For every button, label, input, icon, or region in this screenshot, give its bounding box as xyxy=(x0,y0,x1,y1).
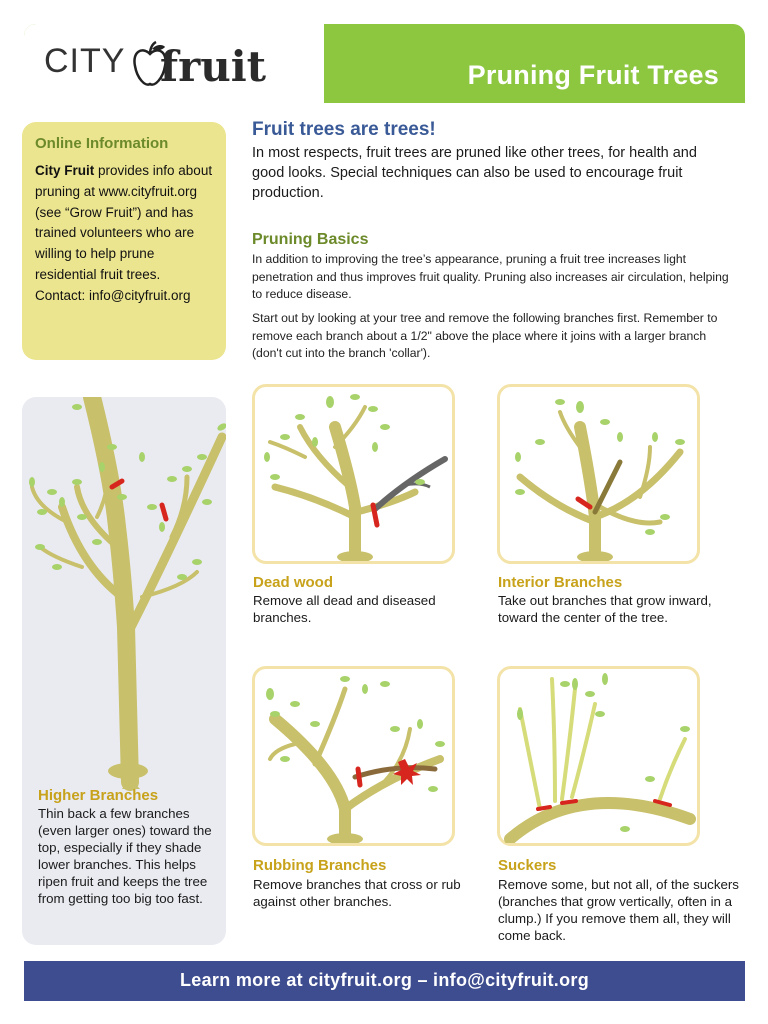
suckers-text: Remove some, but not all, of the suckers (branches that grow vertically, often in a clump.) If you remove them all, they will come back. xyxy=(498,877,739,943)
logo-city-text: CITY xyxy=(44,42,126,80)
interior-branches-tree-icon xyxy=(500,387,697,561)
dead-wood-illustration-frame xyxy=(252,384,455,564)
info-text xyxy=(35,161,213,307)
page-title: Pruning Fruit Trees xyxy=(467,60,719,90)
higher-branches-text: Thin back a few branches (even larger ones) toward the top, especially if they shade lower branches. This helps ripen fruit and keeps the tree from getting too big too fast. xyxy=(38,806,212,906)
dead-wood-text: Remove all dead and diseased branches. xyxy=(253,593,436,625)
intro-text: In most respects, fruit trees are pruned like other trees, for health and good looks. Special techniques can also be used to encourage fruit production. xyxy=(252,145,697,201)
info-title: Online Information xyxy=(35,135,169,152)
intro-title: Fruit trees are trees! xyxy=(252,119,436,140)
header-banner xyxy=(24,24,745,103)
rubbing-branches-tree-icon xyxy=(255,669,452,843)
tall-tree-illustration xyxy=(22,397,226,797)
suckers-illustration-frame xyxy=(497,666,700,846)
footer-text: Learn more at cityfruit.org – info@cityfruit.org xyxy=(180,970,589,990)
footer-banner xyxy=(24,961,745,1001)
info-contact: Contact: info@cityfruit.org xyxy=(35,287,191,303)
interior-branches-title: Interior Branches xyxy=(498,574,623,591)
rubbing-branches-title: Rubbing Branches xyxy=(253,857,387,874)
city-fruit-logo xyxy=(24,24,324,103)
higher-branches-title: Higher Branches xyxy=(38,787,159,804)
interior-branches-text: Take out branches that grow inward, toward the center of the tree. xyxy=(498,593,712,625)
pruning-basics-paragraph-2: Start out by looking at your tree and remove the following branches first. Remember to remove each branch about a 1/2" above the place where it joins with a larger branch (don't cut into the branch 'collar'). xyxy=(252,311,718,360)
pruning-basics-title: Pruning Basics xyxy=(252,231,369,248)
rubbing-branches-illustration-frame xyxy=(252,666,455,846)
suckers-tree-icon xyxy=(500,669,697,843)
dead-wood-title: Dead wood xyxy=(253,574,334,591)
logo-fruit-text: fruit xyxy=(160,42,267,91)
interior-branches-illustration-frame xyxy=(497,384,700,564)
info-body: provides info about pruning at www.cityfruit.org (see “Grow Fruit”) and has trained volunteers who are willing to help prune residential fruit trees. xyxy=(35,163,213,282)
suckers-title: Suckers xyxy=(498,857,557,874)
dead-wood-tree-icon xyxy=(255,387,452,561)
pruning-basics-paragraph-1: In addition to improving the tree’s appearance, pruning a fruit tree increases light penetration and thus improves fruit quality. Pruning also increases air circulation, helping to reduce disease. xyxy=(252,252,729,301)
online-information-box xyxy=(22,122,226,360)
rubbing-branches-text: Remove branches that cross or rub against other branches. xyxy=(253,877,461,909)
info-lead: City Fruit xyxy=(35,163,95,178)
